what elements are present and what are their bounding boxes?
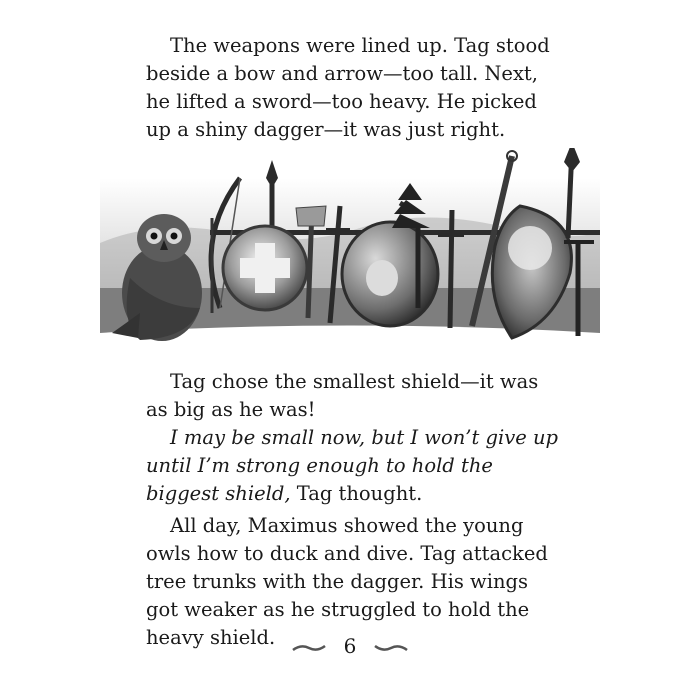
paragraph-training [146,512,560,652]
paragraph-text: The weapons were lined up. Tag stood beside a bow and arrow—too tall. Next, he lifted a sword—too heavy. He picked up a shiny dagger—it was just right. [146,34,550,141]
ornament-swirl-left-icon [291,642,327,654]
paragraph-shield [146,368,560,424]
page-number-text: 6 [343,634,357,658]
thought-italic: I may be small now, but I won’t give up until I’m strong enough to hold the biggest shield, [146,426,559,505]
thought-attribution: Tag thought. [290,482,423,505]
paragraph-weapons [146,32,560,144]
paragraph-thought [146,424,560,508]
paragraph-text: Tag chose the smallest shield—it was as big as he was! [146,370,539,421]
page-number [0,634,700,658]
ornament-swirl-right-icon [373,642,409,654]
paragraph-text: All day, Maximus showed the young owls how to duck and dive. Tag attacked tree trunks with the dagger. His wings got weaker as he struggled to hold the heavy shield. [146,514,548,649]
illustration-owl-weapons [100,148,600,353]
sword [450,210,452,328]
